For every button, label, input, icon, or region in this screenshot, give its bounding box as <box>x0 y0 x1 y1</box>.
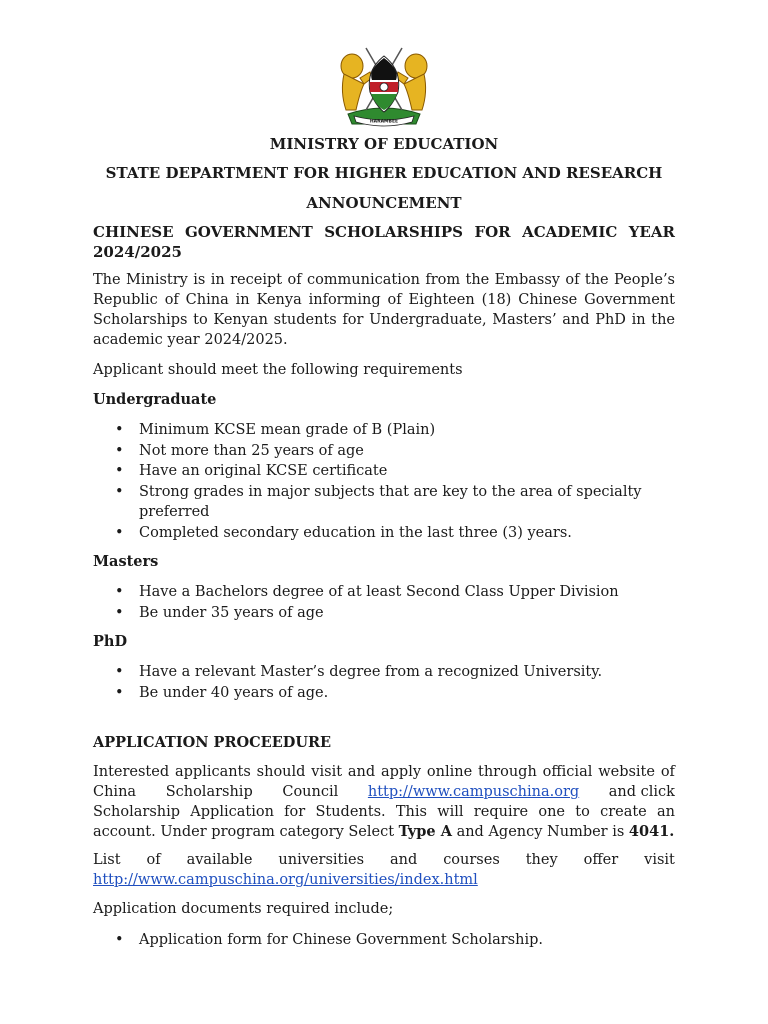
procedure-word: Council <box>282 784 339 800</box>
coat-of-arms-icon <box>330 44 438 128</box>
list-item: • Application form for Chinese Government Scholarship. <box>93 930 675 951</box>
procedure-text-e: and Agency Number is <box>451 824 629 840</box>
svg-text:HARAMBEE: HARAMBEE <box>369 119 399 125</box>
list-item: • Have an original KCSE certificate <box>93 461 675 482</box>
undergraduate-heading: Undergraduate <box>93 391 217 408</box>
universities-line1 <box>93 850 675 870</box>
word: visit <box>311 764 343 780</box>
agency-number: 4041. <box>628 823 675 840</box>
universities-word: of <box>146 852 161 868</box>
universities-word: courses <box>443 852 500 868</box>
type-a-label: Type A <box>398 823 452 840</box>
procedure-text-d: Scholarship Application for Students. This will require one to create an account. Under program category Select <box>93 804 675 840</box>
word: SCHOLARSHIPS <box>324 223 463 241</box>
universities-word: universities <box>278 852 365 868</box>
word: apply <box>381 764 422 780</box>
procedure-paragraph <box>93 762 675 842</box>
word: CHINESE <box>93 223 174 241</box>
phd-list <box>93 662 675 703</box>
list-item: • Be under 35 years of age <box>93 603 675 624</box>
word: official <box>542 764 593 780</box>
scholarship-title-line2: 2024/2025 <box>93 243 182 261</box>
department-heading: STATE DEPARTMENT FOR HIGHER EDUCATION AND RESEARCH <box>105 164 663 182</box>
masters-heading: Masters <box>93 553 159 570</box>
scholarship-title-line1 <box>93 222 675 242</box>
word: and <box>347 764 376 780</box>
universities-word: List <box>93 852 121 868</box>
docs-list <box>93 930 675 951</box>
universities-word: offer <box>583 852 619 868</box>
word: online <box>426 764 473 780</box>
announcement-heading: ANNOUNCEMENT <box>306 194 462 212</box>
procedure-line1 <box>93 762 675 782</box>
intro-paragraph: The Ministry is in receipt of communication from the Embassy of the People’s Republic of China in Kenya informing of Eighteen (18) Chinese Government Scholarships to Kenyan students for Undergraduate, Masters’ and PhD in the academic year 2024/2025. <box>93 272 675 348</box>
universities-paragraph <box>93 850 675 890</box>
phd-heading: PhD <box>93 633 128 650</box>
list-item: • Have a Bachelors degree of at least Second Class Upper Division <box>93 582 675 603</box>
list-item: • Not more than 25 years of age <box>93 441 675 462</box>
docs-lead: Application documents required include; <box>93 901 394 917</box>
word: GOVERNMENT <box>184 223 313 241</box>
undergraduate-list <box>93 420 675 543</box>
procedure-line2 <box>93 782 675 802</box>
universities-link[interactable]: http://www.campuschina.org/universities/index.html <box>93 872 478 888</box>
list-item: • Completed secondary education in the last three (3) years. <box>93 523 675 544</box>
campuschina-link[interactable]: http://www.campuschina.org <box>367 784 580 800</box>
list-item: • Be under 40 years of age. <box>93 683 675 704</box>
word: applicants <box>174 764 251 780</box>
procedure-text-c: and click <box>608 784 675 800</box>
word: FOR <box>474 223 511 241</box>
procedure-word: China <box>93 784 137 800</box>
procedure-word: Scholarship <box>165 784 253 800</box>
procedure-heading: APPLICATION PROCEEDURE <box>93 734 332 751</box>
word: of <box>660 764 675 780</box>
word: Interested <box>93 764 170 780</box>
list-item: • Have a relevant Master’s degree from a recognized University. <box>93 662 675 683</box>
universities-line2 <box>93 870 675 890</box>
universities-word: visit <box>644 852 675 868</box>
requirements-lead: Applicant should meet the following requirements <box>93 362 463 378</box>
ministry-heading: MINISTRY OF EDUCATION <box>269 135 499 153</box>
word: YEAR <box>628 223 675 241</box>
word: ACADEMIC <box>522 223 618 241</box>
list-item: • Strong grades in major subjects that are key to the area of specialty preferred <box>93 482 675 523</box>
universities-word: available <box>186 852 253 868</box>
word: through <box>478 764 537 780</box>
universities-word: they <box>525 852 558 868</box>
word: should <box>256 764 306 780</box>
scholarship-title <box>93 222 675 262</box>
procedure-line3 <box>93 802 675 842</box>
list-item: • Minimum KCSE mean grade of B (Plain) <box>93 420 675 441</box>
word: website <box>598 764 655 780</box>
masters-list <box>93 582 675 623</box>
universities-word: and <box>389 852 418 868</box>
